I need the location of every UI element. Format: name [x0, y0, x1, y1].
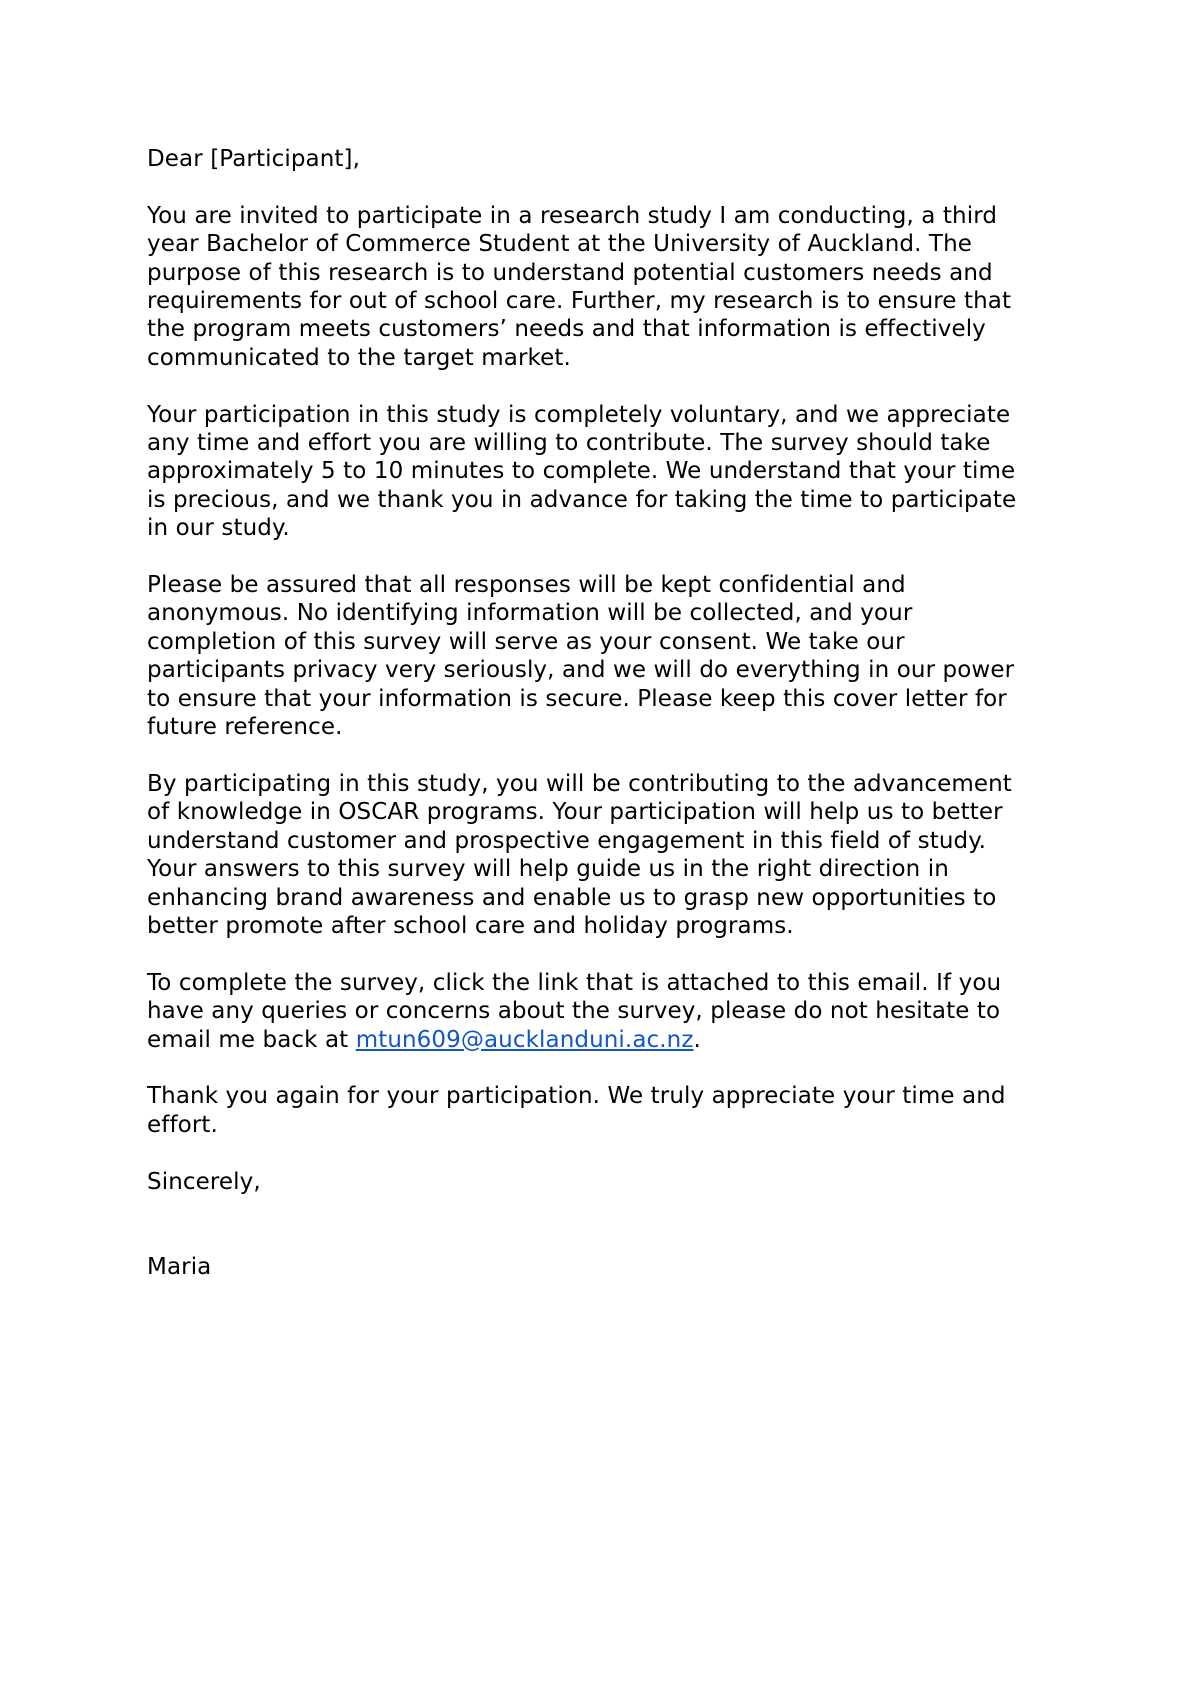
- paragraph-line: of knowledge in OSCAR programs. Your participation will help us to better: [147, 799, 1003, 826]
- closing-text: Sincerely,: [147, 1168, 261, 1195]
- paragraph-line: to ensure that your information is secure. Please keep this cover letter for: [147, 685, 1007, 712]
- paragraph-line: future reference.: [147, 714, 343, 741]
- paragraph-line: Thank you again for your participation. We truly appreciate your time and: [147, 1083, 1006, 1110]
- paragraph-line-with-email: [147, 1026, 1082, 1054]
- paragraph-line: enhancing brand awareness and enable us to grasp new opportunities to: [147, 884, 997, 911]
- paragraph-line: understand customer and prospective engagement in this field of study.: [147, 827, 987, 854]
- paragraph-line: have any queries or concerns about the survey, please do not hesitate to: [147, 998, 1001, 1025]
- paragraph-line: effort.: [147, 1111, 218, 1138]
- paragraph-thanks: [147, 1082, 1082, 1139]
- paragraph-line: communicated to the target market.: [147, 344, 571, 371]
- signature: [147, 1253, 1082, 1281]
- paragraph-line: Please be assured that all responses will be kept confidential and: [147, 572, 906, 599]
- paragraph-line: To complete the survey, click the link that is attached to this email. If you: [147, 969, 1002, 996]
- closing: [147, 1168, 1082, 1196]
- paragraph-instructions: [147, 969, 1082, 1054]
- paragraph-line: the program meets customers’ needs and that information is effectively: [147, 316, 986, 343]
- email-prefix: email me back at: [147, 1026, 356, 1053]
- paragraph-line: approximately 5 to 10 minutes to complete. We understand that your time: [147, 458, 1016, 485]
- paragraph-line: better promote after school care and holiday programs.: [147, 912, 794, 939]
- paragraph-voluntary: [147, 401, 1082, 543]
- paragraph-line: You are invited to participate in a research study I am conducting, a third: [147, 202, 998, 229]
- paragraph-line: By participating in this study, you will be contributing to the advancement: [147, 770, 1012, 797]
- paragraph-line: participants privacy very seriously, and we will do everything in our power: [147, 657, 1015, 684]
- paragraph-line: purpose of this research is to understand potential customers needs and: [147, 259, 993, 286]
- email-suffix: .: [693, 1026, 701, 1053]
- paragraph-line: anonymous. No identifying information will be collected, and your: [147, 600, 913, 627]
- paragraph-line: Your answers to this survey will help guide us in the right direction in: [147, 856, 949, 883]
- paragraph-line: any time and effort you are willing to contribute. The survey should take: [147, 430, 991, 457]
- salutation: [147, 145, 1082, 173]
- salutation-text: Dear [Participant],: [147, 146, 360, 172]
- paragraph-line: year Bachelor of Commerce Student at the University of Auckland. The: [147, 231, 973, 258]
- paragraph-invitation: [147, 202, 1082, 372]
- paragraph-confidentiality: [147, 571, 1082, 741]
- cover-letter: [147, 145, 1082, 1281]
- paragraph-line: in our study.: [147, 515, 290, 542]
- email-link[interactable]: mtun609@aucklanduni.ac.nz: [355, 1026, 694, 1053]
- paragraph-line: completion of this survey will serve as your consent. We take our: [147, 628, 905, 655]
- paragraph-line: requirements for out of school care. Further, my research is to ensure that: [147, 288, 1012, 315]
- paragraph-line: Your participation in this study is completely voluntary, and we appreciate: [147, 401, 1011, 428]
- paragraph-contribution: [147, 770, 1082, 940]
- signature-name: Maria: [147, 1253, 212, 1280]
- paragraph-line: is precious, and we thank you in advance for taking the time to participate: [147, 486, 1017, 513]
